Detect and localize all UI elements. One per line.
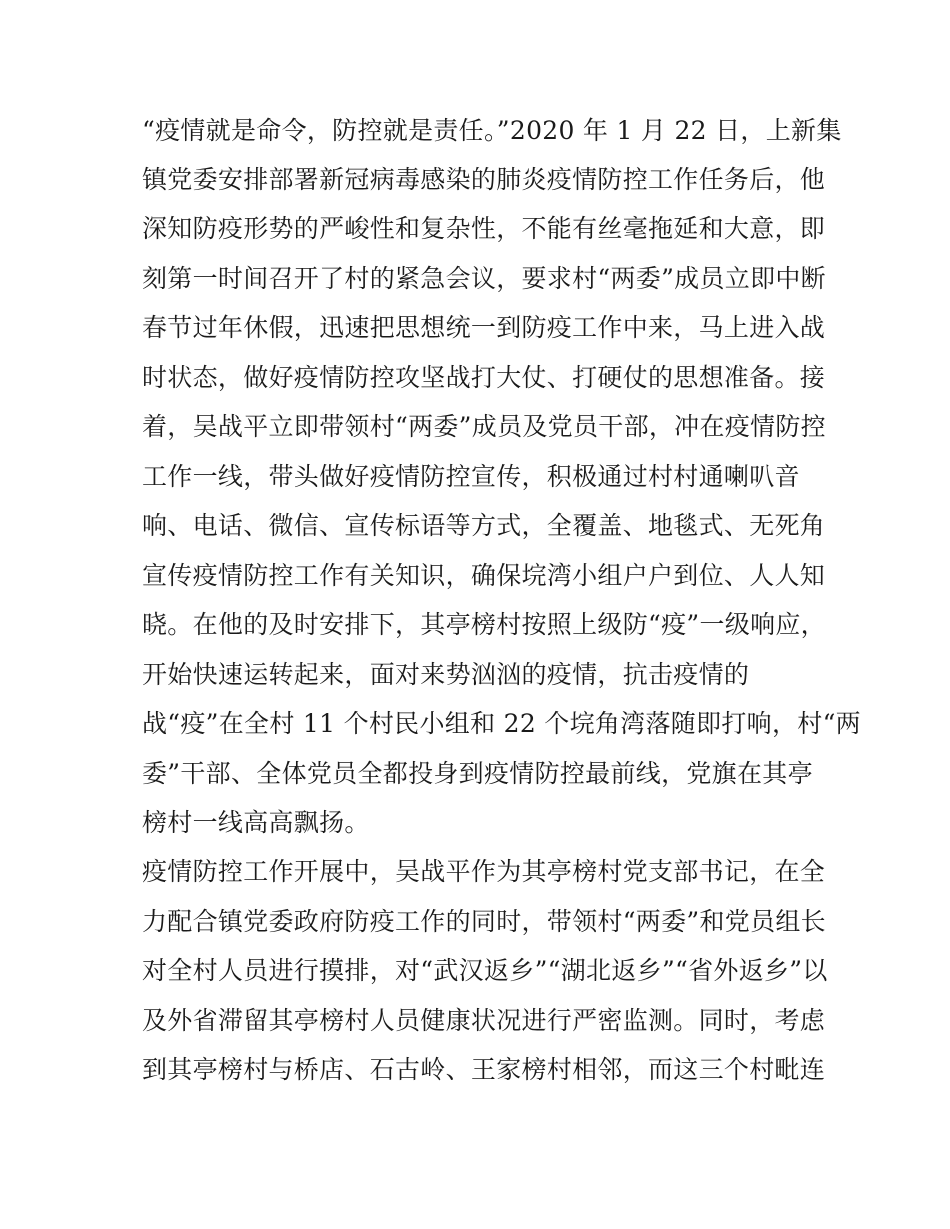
text-line: 晓。在他的及时安排下，其亭榜村按照上级防“疫”一级响应， bbox=[142, 610, 826, 639]
text-line: 着，吴战平立即带领村“两委”成员及党员干部，冲在疫情防控 bbox=[142, 412, 826, 441]
text-line: 时状态，做好疫情防控攻坚战打大仗、打硬仗的思想准备。接 bbox=[142, 363, 826, 392]
text-line: 疫情防控工作开展中，吴战平作为其亭榜村党支部书记，在全 bbox=[142, 857, 826, 886]
text-line: 工作一线，带头做好疫情防控宣传，积极通过村村通喇叭音 bbox=[142, 462, 800, 491]
text-line: 力配合镇党委政府防疫工作的同时，带领村“两委”和党员组长 bbox=[142, 907, 826, 936]
text-line: 及外省滞留其亭榜村人员健康状况进行严密监测。同时，考虑 bbox=[142, 1006, 826, 1035]
text-line: 开始快速运转起来，面对来势汹汹的疫情，抗击疫情的 bbox=[142, 660, 750, 689]
text-line: 深知防疫形势的严峻性和复杂性，不能有丝毫拖延和大意，即 bbox=[142, 214, 826, 243]
text-line: 刻第一时间召开了村的紧急会议，要求村“两委”成员立即中断 bbox=[142, 264, 826, 293]
text-line: 宣传疫情防控工作有关知识，确保垸湾小组户户到位、人人知 bbox=[142, 561, 826, 590]
text-line: “疫情就是命令，防控就是责任。”2020 年 1 月 22 日，上新集 bbox=[142, 116, 842, 145]
text-line: 到其亭榜村与桥店、石古岭、王家榜村相邻，而这三个村毗连 bbox=[142, 1055, 826, 1084]
text-line: 镇党委安排部署新冠病毒感染的肺炎疫情防控工作任务后，他 bbox=[142, 165, 826, 194]
text-line: 战“疫”在全村 11 个村民小组和 22 个垸角湾落随即打响，村“两 bbox=[142, 709, 861, 738]
text-line: 春节过年休假，迅速把思想统一到防疫工作中来，马上进入战 bbox=[142, 313, 826, 342]
text-line: 对全村人员进行摸排，对“武汉返乡”“湖北返乡”“省外返乡”以 bbox=[142, 956, 828, 985]
text-line: 榜村一线高高飘扬。 bbox=[142, 808, 370, 837]
text-line: 响、电话、微信、宣传标语等方式，全覆盖、地毯式、无死角 bbox=[142, 511, 826, 540]
text-line: 委”干部、全体党员全都投身到疫情防控最前线，党旗在其亭 bbox=[142, 759, 813, 788]
